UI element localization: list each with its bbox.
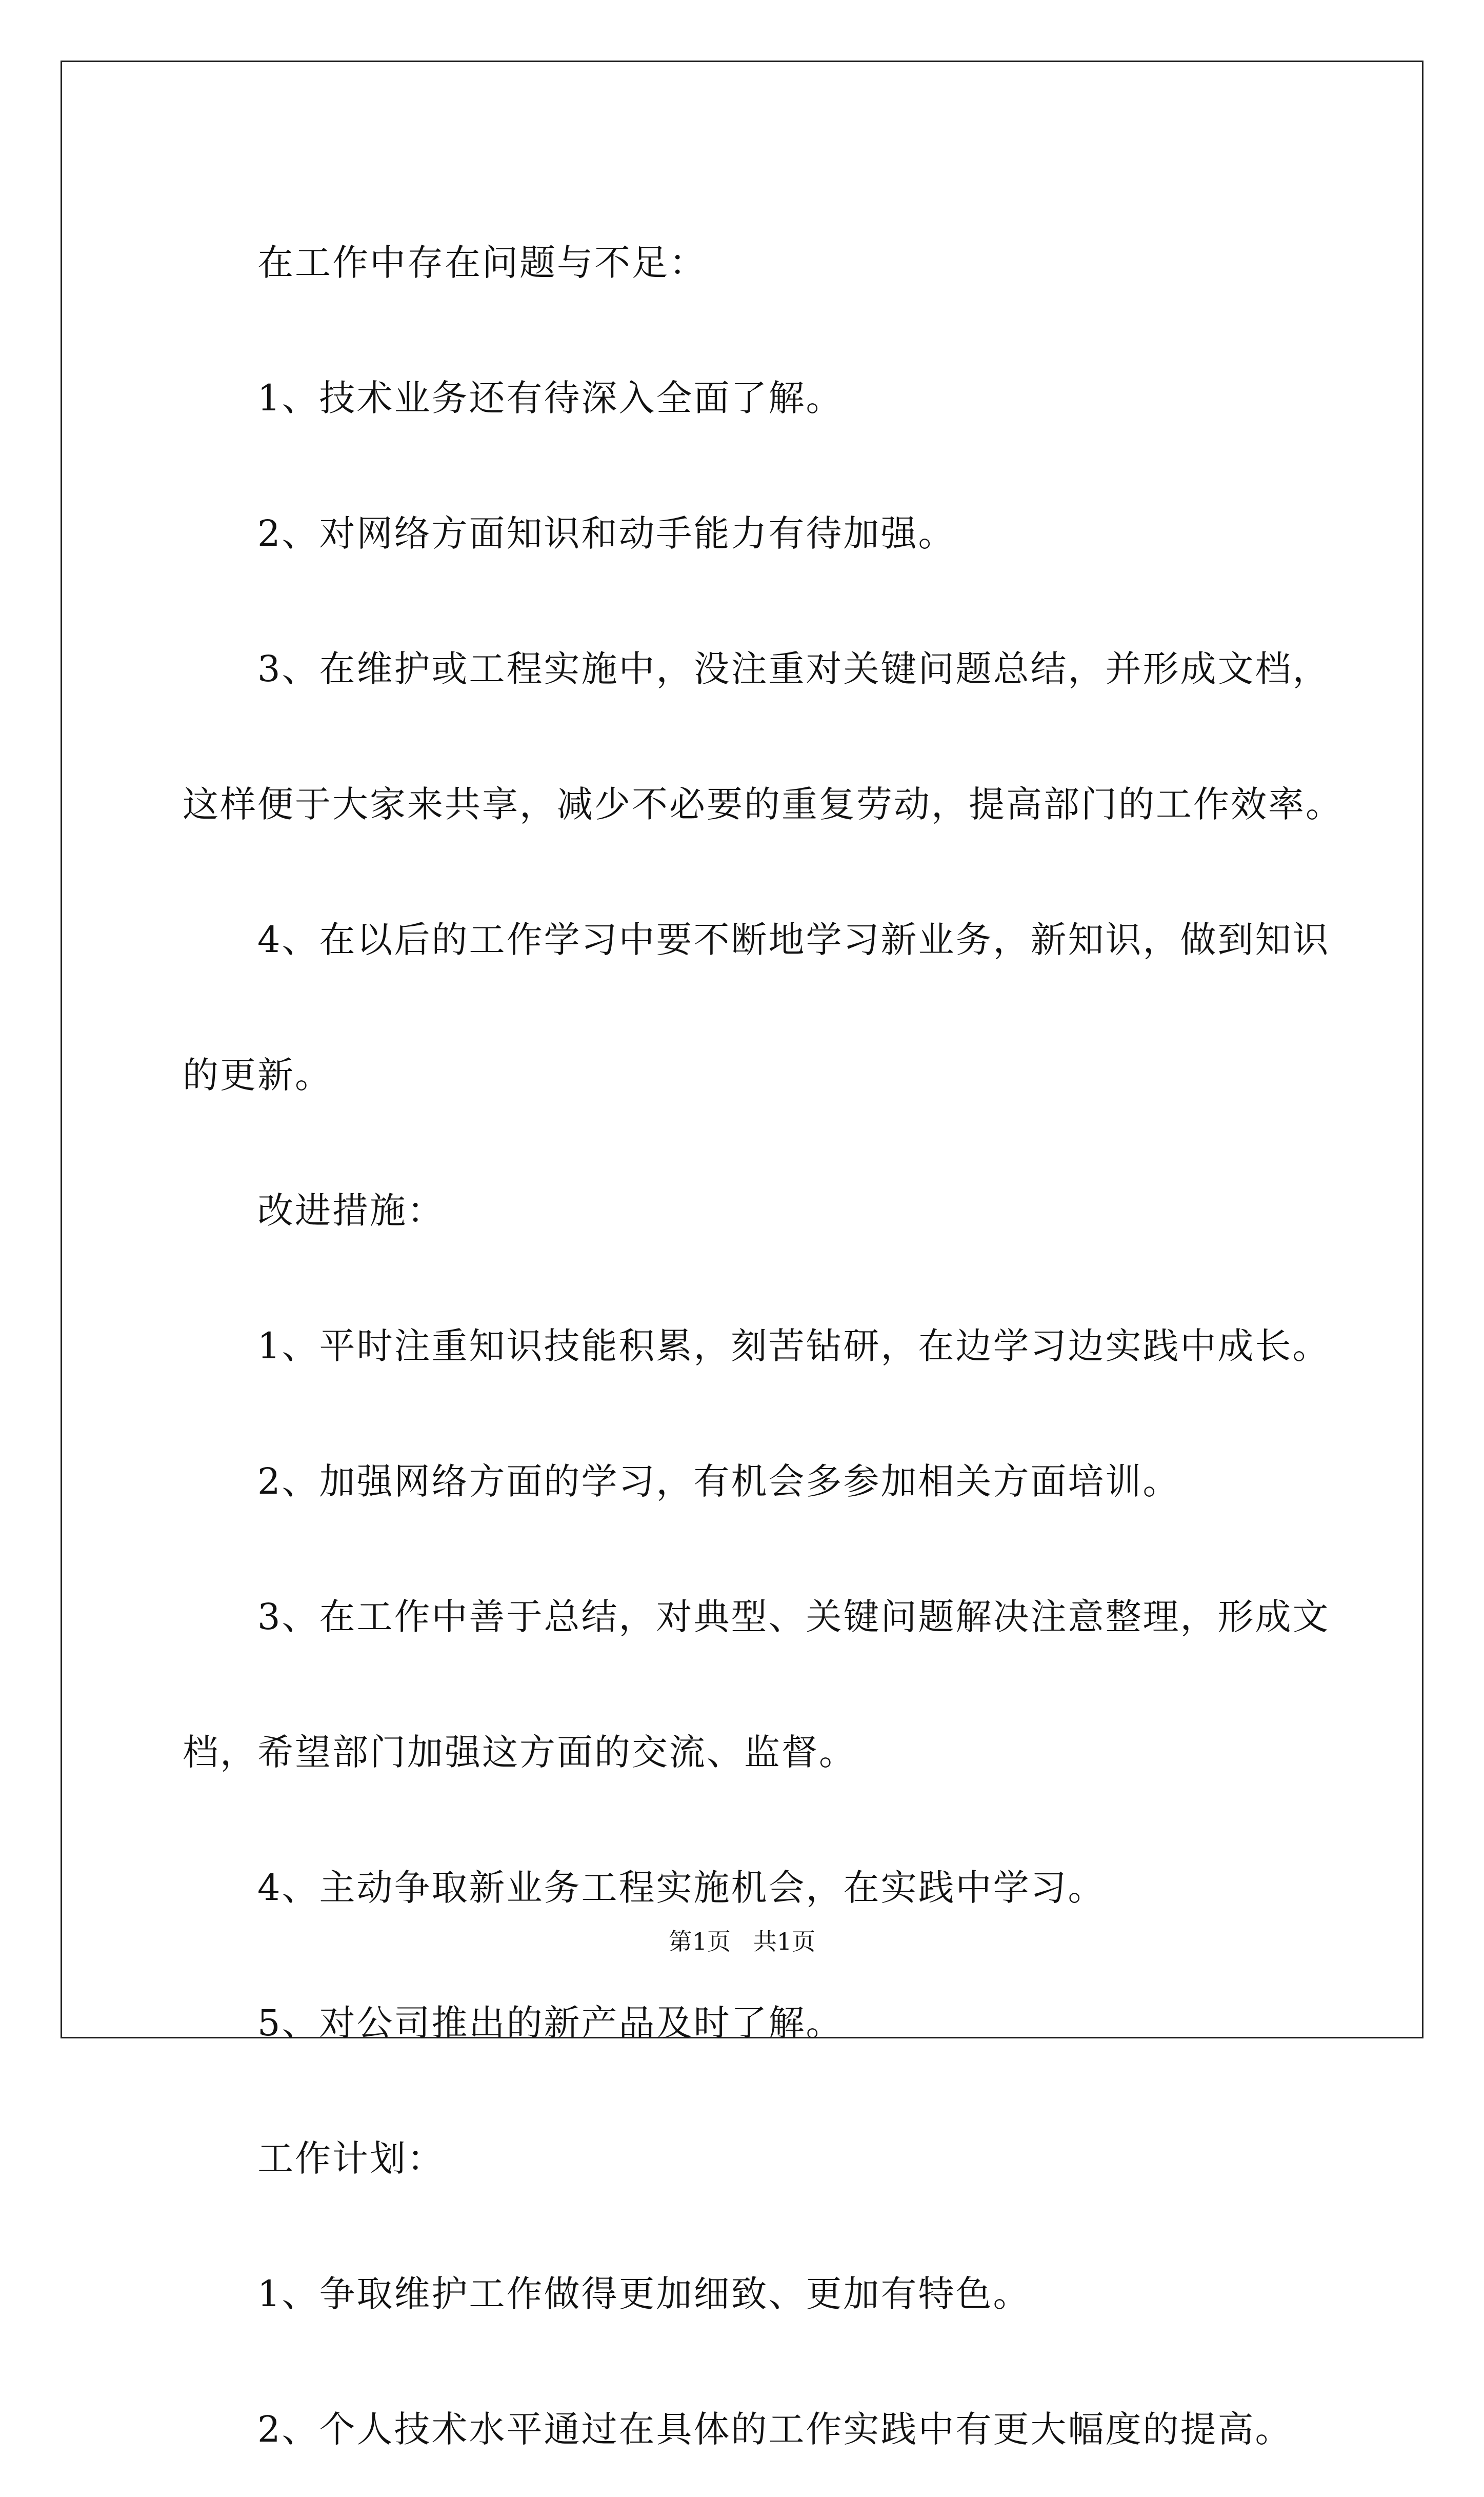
paragraph-plan-1: 1、争取维护工作做得更加细致、更加有特色。 xyxy=(257,2273,1031,2315)
paragraph-problem-4-line-2: 的更新。 xyxy=(183,1054,332,1096)
paragraph-problem-3-line-2: 这样便于大家来共享，减少不必要的重复劳动，提高部门的工作效率。 xyxy=(183,783,1343,825)
paragraph-measure-3-line-2: 档，希望部门加强这方面的交流、监督。 xyxy=(183,1731,856,1773)
paragraph-measure-4: 4、主动争取新业务工程实施机会，在实践中学习。 xyxy=(257,1867,1106,1909)
paragraph-measure-3-line-1: 3、在工作中善于总结，对典型、关键问题解决注意整理，形成文 xyxy=(257,1596,1330,1638)
paragraph-heading-problems: 在工作中存在问题与不足： xyxy=(257,242,707,284)
paragraph-plan-2: 2、个人技术水平通过在具体的工作实践中有更大幅度的提高。 xyxy=(257,2408,1293,2450)
paragraph-heading-plan: 工作计划： xyxy=(257,2137,445,2179)
page-footer xyxy=(0,1926,1484,1957)
page-number: 第1页 共1页 xyxy=(668,1928,816,1955)
paragraph-measure-5: 5、对公司推出的新产品及时了解。 xyxy=(257,2002,844,2044)
paragraph-measure-1: 1、平时注重知识技能积累，刻苦钻研，在边学习边实践中成长。 xyxy=(257,1325,1330,1367)
paragraph-problem-1: 1、技术业务还有待深入全面了解。 xyxy=(257,377,844,419)
paragraph-heading-measures: 改进措施： xyxy=(257,1190,445,1232)
paragraph-measure-2: 2、加强网络方面的学习，有机会多参加相关方面培训。 xyxy=(257,1460,1180,1502)
paragraph-problem-3-line-1: 3、在维护或工程实施中，没注重对关键问题总结，并形成文档， xyxy=(257,648,1330,690)
paragraph-problem-4-line-1: 4、在以后的工作学习中要不断地学习新业务，新知识，做到知识 xyxy=(257,919,1330,961)
document-body xyxy=(183,195,1343,2497)
paragraph-problem-2: 2、对网络方面知识和动手能力有待加强。 xyxy=(257,512,956,554)
